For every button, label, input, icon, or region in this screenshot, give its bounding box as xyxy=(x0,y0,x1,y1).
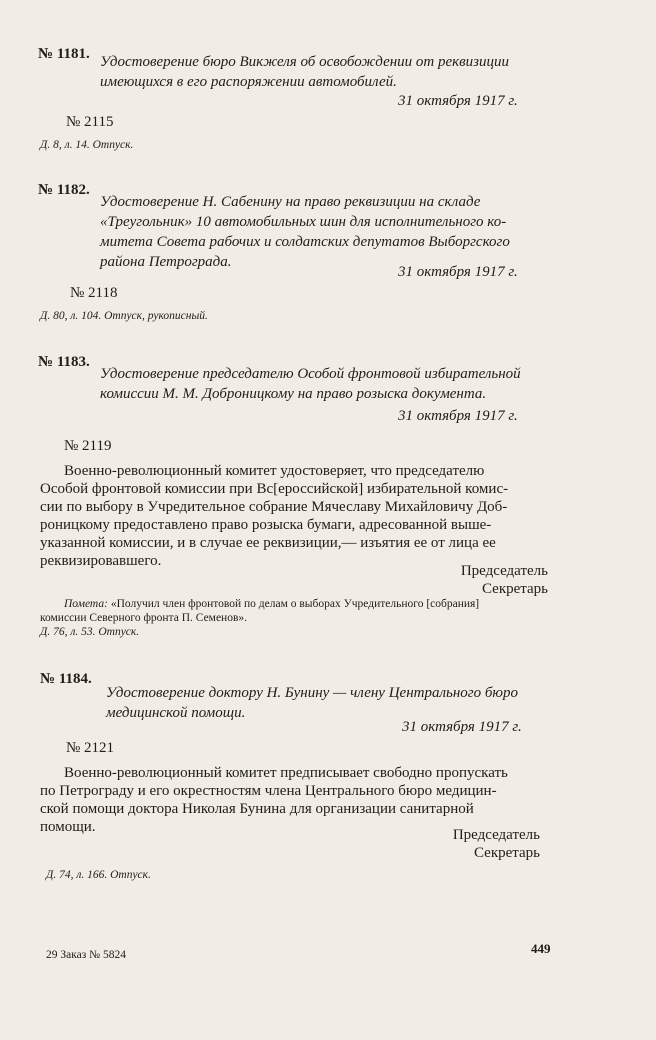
doc-1181-title-line: имеющихся в его распоряжении автомобилей. xyxy=(100,74,397,90)
chairman-signature: Председатель xyxy=(452,827,540,843)
doc-1184-title xyxy=(106,683,576,723)
doc-1182-title xyxy=(100,192,580,272)
doc-1182-date: 31 октября 1917 г. xyxy=(398,264,518,280)
doc-1184-source: Д. 74, л. 166. Отпуск. xyxy=(46,869,151,881)
chairman-signature: Председатель xyxy=(460,563,548,579)
doc-1184-body-line: Военно-революционный комитет предписывает свободно пропускать xyxy=(64,765,508,781)
doc-1181-reg-no: № 2115 xyxy=(66,114,114,130)
doc-1182-number: № 1182. xyxy=(38,182,90,198)
doc-1184-number: № 1184. xyxy=(40,671,92,687)
doc-1182-title-line: района Петрограда. xyxy=(100,254,232,270)
doc-1183-number: № 1183. xyxy=(38,354,90,370)
doc-1184-signatures xyxy=(350,826,540,862)
doc-1183-body-line: Особой фронтовой комиссии при Вс[ероссийской] избирательной комис- xyxy=(40,481,509,497)
doc-1184-reg-no: № 2121 xyxy=(66,740,115,756)
doc-1182-title-line: «Треугольник» 10 автомобильных шин для исполнительного ко- xyxy=(100,214,507,230)
secretary-signature: Секретарь xyxy=(473,845,540,861)
doc-1183-reg-no: № 2119 xyxy=(64,438,112,454)
doc-1183-title-line: комиссии М. М. Доброницкому на право розыска документа. xyxy=(100,386,487,402)
doc-1183-note xyxy=(40,597,584,625)
print-order-footer: 29 Заказ № 5824 xyxy=(46,949,127,961)
doc-1184-body-line: помощи. xyxy=(40,819,96,835)
doc-1181-number: № 1181. xyxy=(38,46,90,62)
doc-1183-source: Д. 76, л. 53. Отпуск. xyxy=(40,626,140,638)
doc-1183-body-line: Военно-революционный комитет удостоверяет, что председателю xyxy=(64,463,485,479)
doc-1182-reg-no: № 2118 xyxy=(70,285,118,301)
doc-1181-title xyxy=(100,52,580,92)
note-line: комиссии Северного фронта П. Семенов». xyxy=(40,612,248,624)
doc-1182-title-line: Удостоверение Н. Сабенину на право реквизиции на складе xyxy=(100,194,481,210)
doc-1182-source: Д. 80, л. 104. Отпуск, рукописный. xyxy=(40,310,208,322)
doc-1183-date: 31 октября 1917 г. xyxy=(398,408,518,424)
doc-1183-body-line: сии по выбору в Учредительное собрание Мячеславу Михайловичу Доб- xyxy=(40,499,508,515)
doc-1182-title-line: митета Совета рабочих и солдатских депутатов Выборгского xyxy=(100,234,510,250)
doc-1184-title-line: медицинской помощи. xyxy=(106,705,246,721)
doc-1181-title-line: Удостоверение бюро Викжеля об освобождении от реквизиции xyxy=(100,54,510,70)
secretary-signature: Секретарь xyxy=(481,581,548,597)
doc-1184-body-line: по Петрограду и его окрестностям члена Центрального бюро медицин- xyxy=(40,783,497,799)
doc-1183-title xyxy=(100,364,580,404)
doc-1184-body-line: ской помощи доктора Николая Бунина для организации санитарной xyxy=(40,801,474,817)
page-number: 449 xyxy=(531,941,551,956)
note-line xyxy=(64,597,584,611)
doc-1181-source: Д. 8, л. 14. Отпуск. xyxy=(40,139,134,151)
note-label: Помета: xyxy=(64,598,108,610)
doc-1183-body-line: реквизировавшего. xyxy=(40,553,162,569)
doc-1183-body-line: указанной комиссии, и в случае ее реквизиции,— изъятия ее от лица ее xyxy=(40,535,496,551)
doc-1183-title-line: Удостоверение председателю Особой фронтовой избирательной xyxy=(100,366,521,382)
doc-1183-signatures xyxy=(360,562,548,598)
doc-1183-body xyxy=(40,462,572,570)
doc-1184-title-line: Удостоверение доктору Н. Бунину — члену Центрального бюро xyxy=(106,685,519,701)
doc-1183-body-line: роницкому предоставлено право розыска бумаги, адресованной выше- xyxy=(40,517,492,533)
doc-1184-date: 31 октября 1917 г. xyxy=(402,719,522,735)
note-text: «Получил член фронтовой по делам о выборах Учредительного [собрания] xyxy=(107,598,480,610)
doc-1181-date: 31 октября 1917 г. xyxy=(398,93,518,109)
